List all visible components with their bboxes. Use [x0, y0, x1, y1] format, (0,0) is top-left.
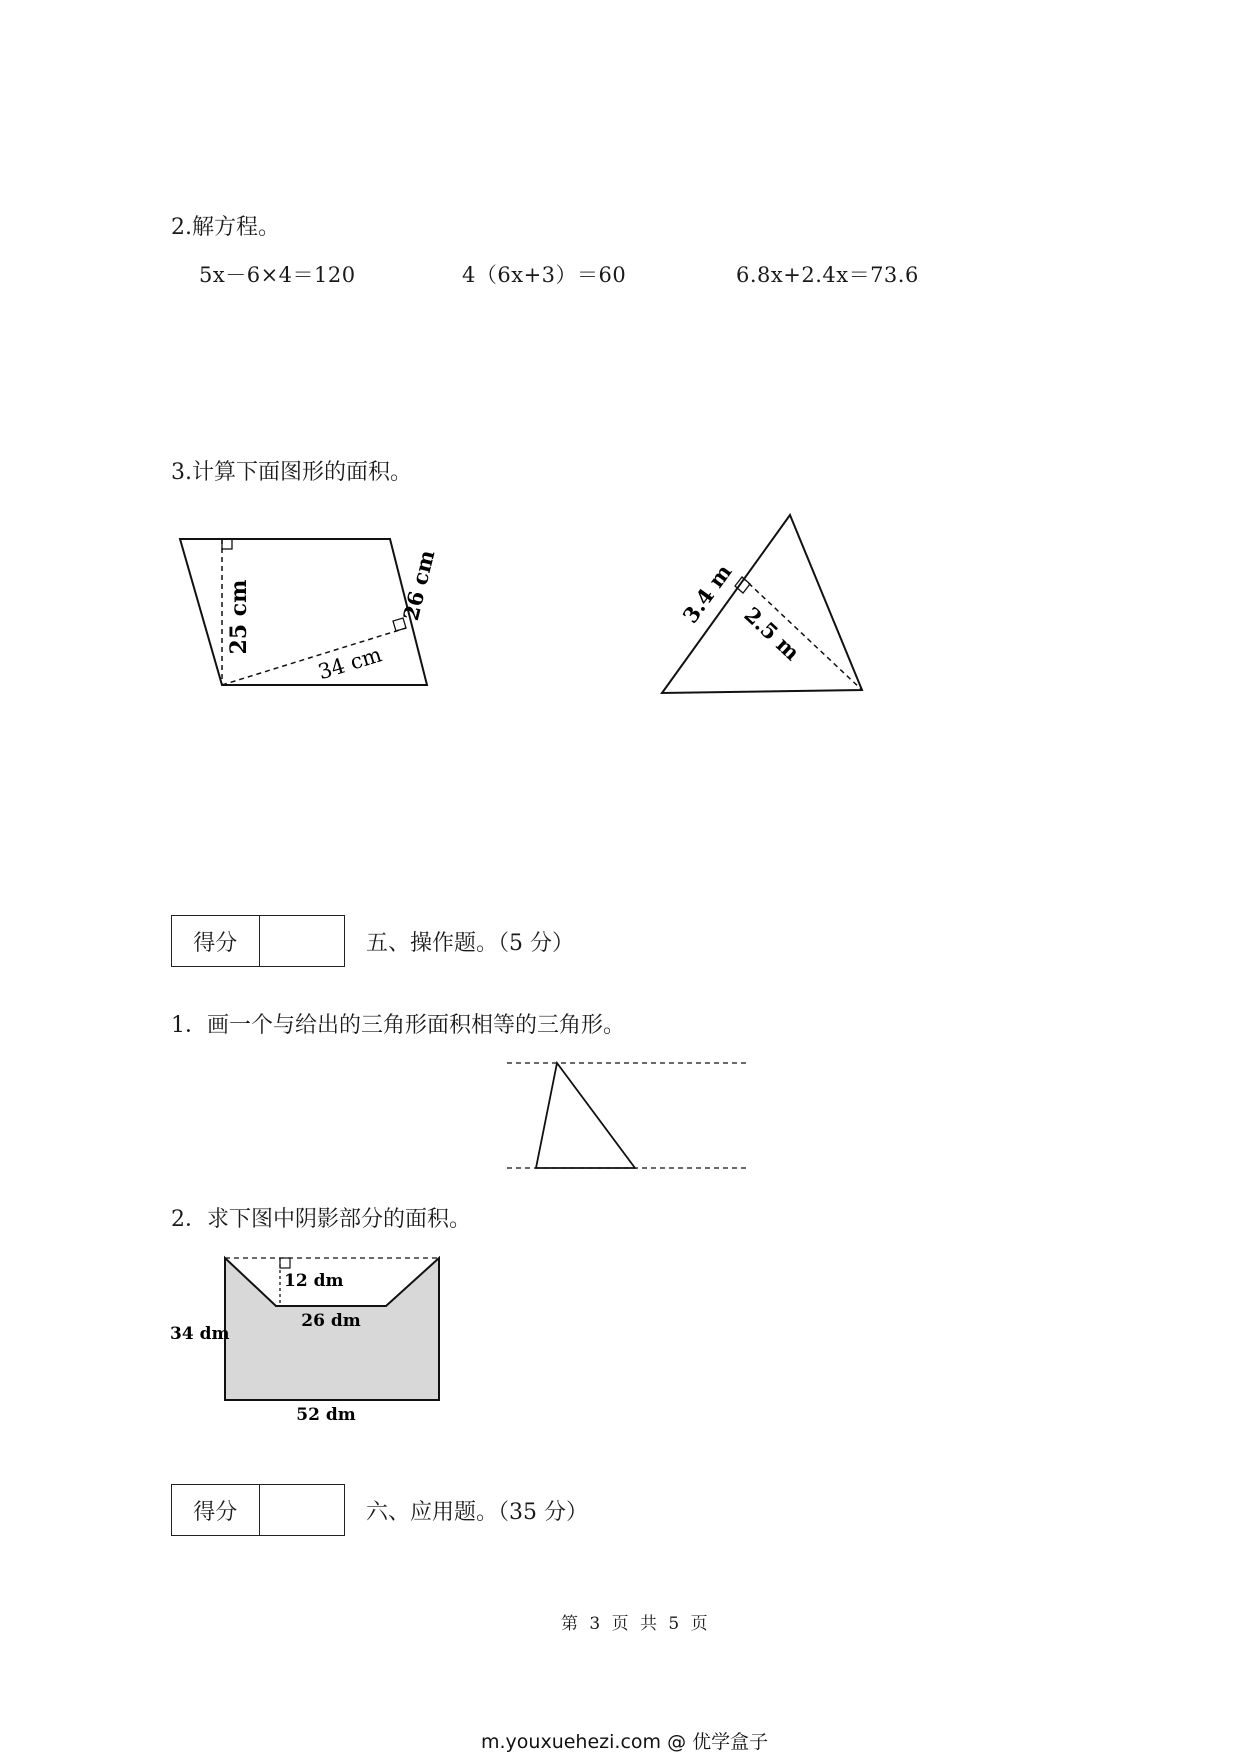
section6-title: 六、应用题。（35 分） [366, 1500, 588, 1525]
label-25cm: 25 cm [226, 579, 252, 655]
label-26cm: 26 cm [397, 547, 440, 623]
section5-q1: 1．画一个与给出的三角形面积相等的三角形。 [171, 1013, 625, 1038]
shaded-area-figure [168, 1252, 448, 1425]
label-34cm: 34 cm [315, 642, 385, 685]
triangle-figure [655, 510, 865, 690]
section5-q2: 2．求下图中阴影部分的面积。 [171, 1207, 471, 1232]
parallelogram-figure [170, 525, 440, 695]
parallelogram-shape [180, 539, 427, 685]
page-number: 第 3 页 共 5 页 [561, 1614, 711, 1634]
label-3.4m: 3.4 m [677, 559, 737, 628]
watermark: m.youxuehezi.com @ 优学盒子 [481, 1731, 769, 1753]
right-angle-mark [222, 539, 232, 549]
section5-title: 五、操作题。（5 分） [366, 931, 574, 956]
label-26dm: 26 dm [301, 1311, 361, 1331]
triangle-parallel-figure [507, 1058, 752, 1168]
q3-title: 3.计算下面图形的面积。 [171, 460, 412, 485]
right-angle-mark-2 [393, 618, 406, 631]
q2-title: 2.解方程。 [171, 215, 280, 240]
equation-1: 5x－6×4＝120 [199, 263, 356, 287]
score-box-section5 [171, 915, 345, 967]
score-box-section6 [171, 1484, 345, 1536]
right-angle-mark [280, 1258, 290, 1268]
score-blank[interactable] [260, 1485, 345, 1535]
score-blank[interactable] [260, 916, 345, 966]
equation-3: 6.8x+2.4x＝73.6 [736, 263, 919, 287]
given-triangle [536, 1063, 635, 1168]
label-52dm: 52 dm [296, 1405, 356, 1425]
label-2.5m: 2.5 m [739, 601, 805, 666]
score-label: 得分 [172, 1485, 260, 1535]
equation-2: 4（6x+3）＝60 [462, 263, 627, 287]
label-34dm: 34 dm [170, 1324, 230, 1344]
label-12dm: 12 dm [284, 1271, 344, 1291]
score-label: 得分 [172, 916, 260, 966]
